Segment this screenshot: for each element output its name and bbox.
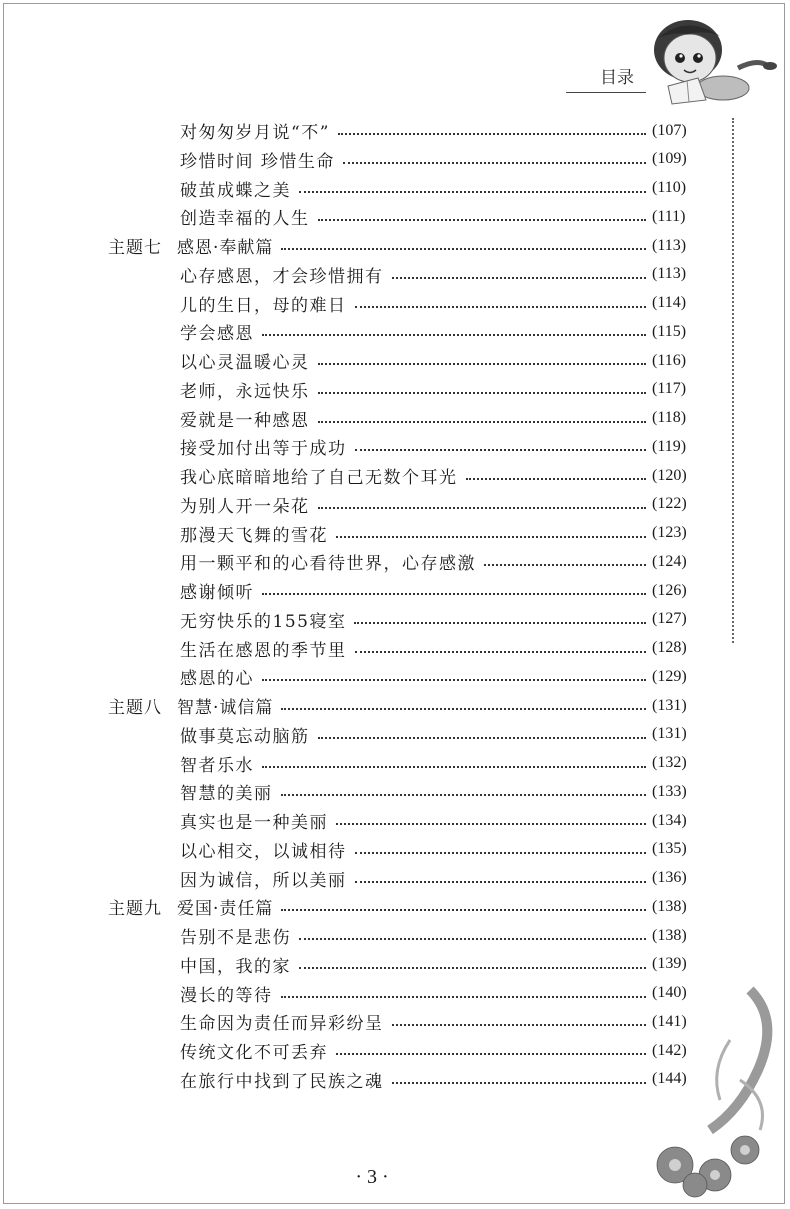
toc-title: 那漫天飞舞的雪花 xyxy=(180,525,328,546)
dot-leader xyxy=(336,536,646,538)
toc-title: 漫长的等待 xyxy=(180,985,273,1006)
dot-leader xyxy=(262,593,646,595)
toc-title: 以心灵温暖心灵 xyxy=(180,353,310,373)
toc-title: 接受加付出等于成功 xyxy=(180,439,347,460)
toc-entry-row xyxy=(0,289,790,318)
toc-page-number: (139) xyxy=(652,955,687,973)
toc-entry-row xyxy=(0,662,790,691)
toc-entry-row xyxy=(0,634,790,663)
toc-title: 爱国·责任篇 xyxy=(177,899,274,920)
dot-leader xyxy=(336,823,646,825)
toc-entry-row xyxy=(0,921,790,950)
toc-entry-row xyxy=(0,749,790,778)
toc-title: 感谢倾听 xyxy=(180,583,254,603)
toc-title: 智者乐水 xyxy=(180,755,254,776)
toc-page-number: (135) xyxy=(652,840,687,858)
dot-leader xyxy=(318,737,646,739)
toc-title: 感恩·奉献篇 xyxy=(177,238,274,258)
dot-leader xyxy=(262,679,646,681)
toc-entry-row xyxy=(0,950,790,979)
dot-leader xyxy=(281,909,646,911)
toc-entry-row xyxy=(0,490,790,519)
toc-page-number: (120) xyxy=(652,466,687,484)
toc-page-number: (132) xyxy=(652,754,687,771)
toc-title: 告别不是悲伤 xyxy=(180,928,291,948)
dot-leader xyxy=(281,708,646,710)
dot-leader xyxy=(355,651,646,653)
toc-entry-row xyxy=(0,432,790,461)
toc-entry-row xyxy=(0,260,790,289)
dot-leader xyxy=(299,967,646,969)
toc-page-number: (116) xyxy=(652,351,687,369)
toc-title: 创造幸福的人生 xyxy=(180,209,310,230)
toc-page-number: (123) xyxy=(652,524,687,541)
toc-entry-row xyxy=(0,116,790,145)
toc-page-number: (126) xyxy=(652,581,687,599)
dot-leader xyxy=(336,1053,646,1055)
toc-page-number: (142) xyxy=(652,1041,687,1059)
toc-page-number: (141) xyxy=(652,1012,687,1030)
toc-entry-row xyxy=(0,375,790,404)
toc-page-number: (129) xyxy=(652,667,687,685)
toc-page-number: (122) xyxy=(652,495,687,513)
toc-entry-row xyxy=(0,720,790,749)
dot-leader xyxy=(318,363,646,365)
toc-section-row xyxy=(0,231,790,260)
toc-title: 儿的生日，母的难日 xyxy=(180,295,347,316)
toc-title: 感恩的心 xyxy=(180,669,254,690)
toc-page-number: (131) xyxy=(652,696,687,714)
toc-page-number: (109) xyxy=(652,150,687,168)
toc-title: 真实也是一种美丽 xyxy=(180,813,328,833)
dot-leader xyxy=(392,1082,646,1084)
toc-title: 心存感恩，才会珍惜拥有 xyxy=(180,266,384,287)
toc-page-number: (133) xyxy=(652,782,687,800)
dot-leader xyxy=(355,306,646,308)
dot-leader xyxy=(338,133,646,135)
dot-leader xyxy=(318,392,646,394)
toc-entry-row xyxy=(0,806,790,835)
dot-leader xyxy=(466,478,646,480)
dot-leader xyxy=(343,162,646,164)
dot-leader xyxy=(318,507,646,509)
dot-leader xyxy=(318,421,646,423)
toc-title: 用一颗平和的心看待世界，心存感激 xyxy=(180,554,476,575)
toc-page-number: (128) xyxy=(652,639,687,656)
toc-page-number: (111) xyxy=(652,207,686,225)
toc-entry-row xyxy=(0,576,790,605)
toc-entry-row xyxy=(0,174,790,203)
toc-page-number: (107) xyxy=(652,121,687,139)
toc-entry-row xyxy=(0,404,790,433)
toc-title: 传统文化不可丢弃 xyxy=(180,1043,328,1063)
toc-title: 在旅行中找到了民族之魂 xyxy=(180,1071,384,1092)
dot-leader xyxy=(355,881,646,883)
toc-page-number: (138) xyxy=(652,926,687,944)
toc-page-number: (115) xyxy=(652,322,687,340)
toc-page-number: (119) xyxy=(652,437,687,455)
toc-title: 破茧成蝶之美 xyxy=(180,180,291,201)
toc-entry-row xyxy=(0,145,790,174)
toc-title: 生活在感恩的季节里 xyxy=(180,640,347,661)
toc-entry-row xyxy=(0,461,790,490)
page-number: · 3 · xyxy=(355,1166,389,1188)
header-label: 目录 xyxy=(600,68,634,88)
toc-theme-label: 主题八 xyxy=(108,698,162,718)
toc-page-number: (144) xyxy=(652,1070,687,1088)
toc-title: 做事莫忘动脑筋 xyxy=(180,726,310,747)
toc-title: 老师，永远快乐 xyxy=(180,381,310,402)
toc-entry-row xyxy=(0,346,790,375)
toc-title: 珍惜时间 珍惜生命 xyxy=(180,151,335,172)
reading-girl-illustration xyxy=(628,8,778,113)
toc-title: 爱就是一种感恩 xyxy=(180,410,310,431)
dot-leader xyxy=(355,449,646,451)
toc-page-number: (138) xyxy=(652,897,687,915)
toc-page-number: (131) xyxy=(652,725,687,743)
toc-theme-label: 主题七 xyxy=(108,238,162,258)
toc-title: 我心底暗暗地给了自己无数个耳光 xyxy=(180,468,458,488)
dot-leader xyxy=(262,766,646,768)
toc-entry-row xyxy=(0,864,790,893)
toc-page-number: (113) xyxy=(652,265,687,283)
toc-entry-row xyxy=(0,317,790,346)
toc-page-number: (114) xyxy=(652,294,687,311)
toc-page-number: (134) xyxy=(652,811,687,829)
toc-title: 因为诚信，所以美丽 xyxy=(180,870,347,891)
dot-leader xyxy=(281,996,646,998)
header-underline xyxy=(566,92,646,93)
toc-title: 为别人开一朵花 xyxy=(180,496,310,517)
dot-leader xyxy=(355,852,646,854)
toc-entry-row xyxy=(0,835,790,864)
toc-section-row xyxy=(0,892,790,921)
toc-page-number: (136) xyxy=(652,869,687,886)
toc-entry-row xyxy=(0,605,790,634)
dot-leader xyxy=(262,334,646,336)
dot-leader xyxy=(281,794,646,796)
toc-page-number: (110) xyxy=(652,179,687,196)
dot-leader xyxy=(281,248,646,250)
toc-title: 智慧的美丽 xyxy=(180,784,273,805)
toc-title: 中国，我的家 xyxy=(180,956,291,977)
toc-title: 以心相交，以诚相待 xyxy=(180,841,347,862)
dot-leader xyxy=(299,191,646,193)
toc-entry-row xyxy=(0,519,790,548)
dot-leader xyxy=(354,622,646,624)
toc-page-number: (140) xyxy=(652,984,687,1001)
toc-theme-label: 主题九 xyxy=(108,899,162,920)
dot-leader xyxy=(392,277,646,279)
toc-page-number: (127) xyxy=(652,610,687,628)
toc-entry-row xyxy=(0,202,790,231)
dot-leader xyxy=(299,938,646,940)
toc-section-row xyxy=(0,691,790,720)
toc-entry-row xyxy=(0,547,790,576)
dot-leader xyxy=(318,219,646,221)
toc-entry-row xyxy=(0,777,790,806)
dot-leader xyxy=(392,1024,646,1026)
toc-title: 生命因为责任而异彩纷呈 xyxy=(180,1014,384,1035)
toc-page-number: (118) xyxy=(652,409,687,426)
toc-page-number: (124) xyxy=(652,552,687,570)
toc-title: 无穷快乐的155寝室 xyxy=(180,611,347,632)
dot-leader xyxy=(484,564,646,566)
toc-title: 学会感恩 xyxy=(180,324,254,345)
toc-title: 智慧·诚信篇 xyxy=(177,698,274,718)
toc-page-number: (113) xyxy=(652,236,687,254)
toc-title: 对匆匆岁月说“不” xyxy=(180,123,330,143)
toc-page-number: (117) xyxy=(652,380,687,398)
